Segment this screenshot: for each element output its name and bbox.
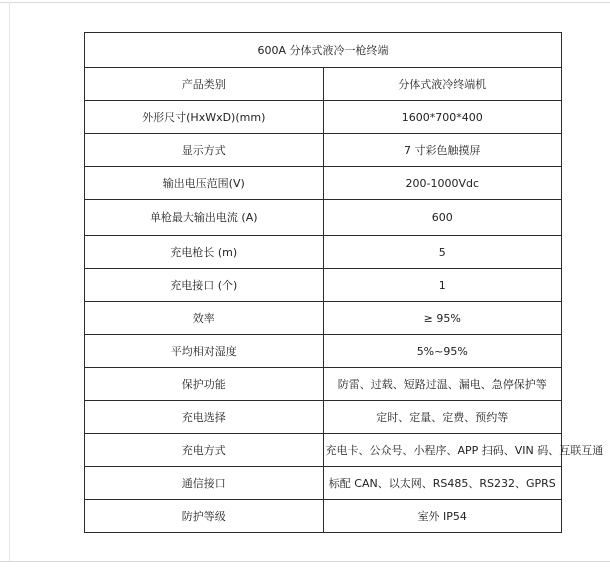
spec-label: 充电接口 (个) [85,269,324,302]
page-bottom-rule [0,561,610,562]
spec-value: 定时、定量、定费、预约等 [323,401,562,434]
spec-label: 输出电压范围(V) [85,167,324,200]
spec-value: 600 [323,200,562,236]
spec-value: 标配 CAN、以太网、RS485、RS232、GPRS [323,467,562,500]
spec-value: 分体式液冷终端机 [323,68,562,101]
table-row [85,68,562,101]
spec-value: 1600*700*400 [323,101,562,134]
spec-value: ≥ 95% [323,302,562,335]
table-row [85,236,562,269]
spec-label: 保护功能 [85,368,324,401]
table-row [85,167,562,200]
table-title-row [85,33,562,68]
spec-label: 防护等级 [85,500,324,533]
table-row [85,467,562,500]
table-row [85,500,562,533]
table-row [85,101,562,134]
table-title: 600A 分体式液冷一枪终端 [85,33,562,68]
spec-label: 产品类别 [85,68,324,101]
spec-value: 7 寸彩色触摸屏 [323,134,562,167]
spec-value: 充电卡、公众号、小程序、APP 扫码、VIN 码、互联互通 [323,434,562,467]
table-row [85,200,562,236]
spec-value: 5%~95% [323,335,562,368]
spec-label: 平均相对湿度 [85,335,324,368]
spec-label: 充电枪长 (m) [85,236,324,269]
table-row [85,368,562,401]
table-row [85,335,562,368]
spec-label: 单枪最大输出电流 (A) [85,200,324,236]
spec-value: 5 [323,236,562,269]
spec-value: 1 [323,269,562,302]
spec-value: 室外 IP54 [323,500,562,533]
spec-value: 200-1000Vdc [323,167,562,200]
spec-label: 充电方式 [85,434,324,467]
page-left-rule [9,2,10,562]
page-top-rule [0,2,610,3]
spec-label: 充电选择 [85,401,324,434]
spec-table [84,32,604,533]
table-row [85,134,562,167]
table-row [85,434,562,467]
table-row [85,269,562,302]
table-row [85,302,562,335]
table-row [85,401,562,434]
spec-label: 效率 [85,302,324,335]
spec-label: 显示方式 [85,134,324,167]
spec-value: 防雷、过载、短路过温、漏电、急停保护等 [323,368,562,401]
spec-label: 通信接口 [85,467,324,500]
spec-label: 外形尺寸(HxWxD)(mm) [85,101,324,134]
